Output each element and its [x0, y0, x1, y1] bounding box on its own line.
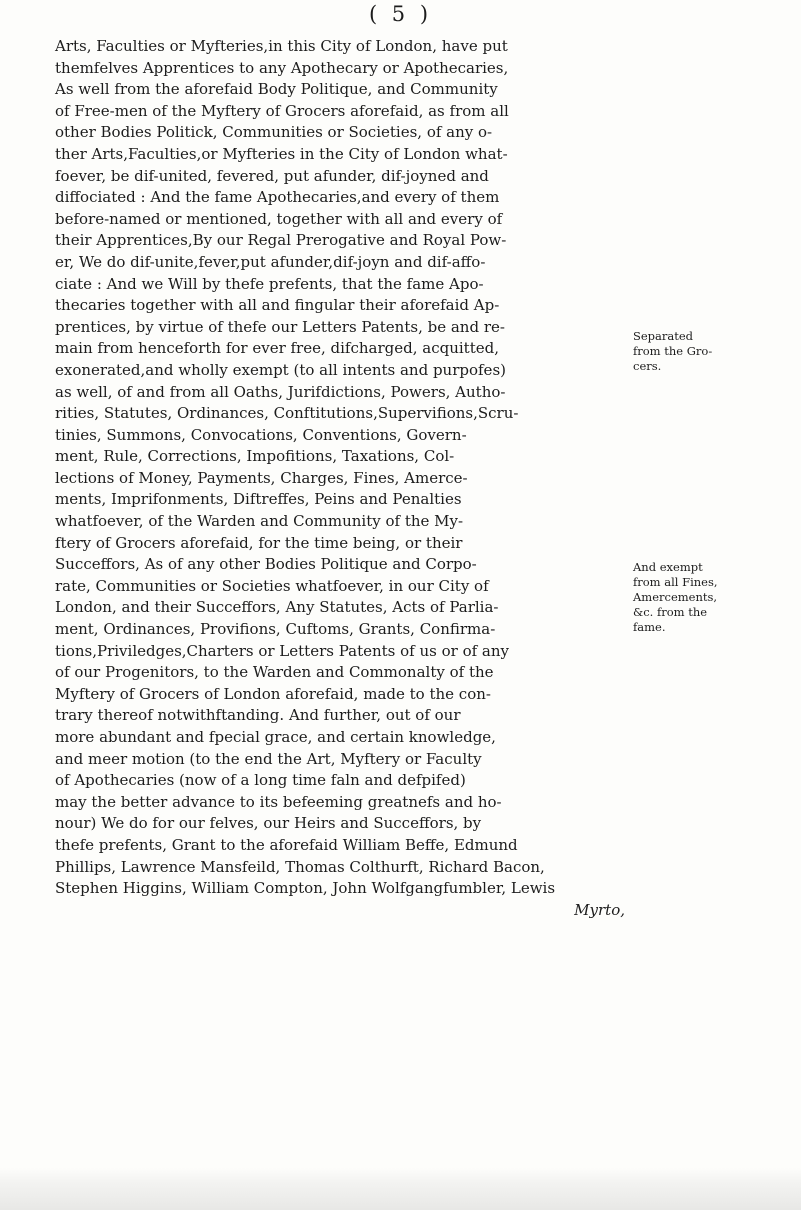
margin-note-line: Separated — [633, 329, 694, 343]
text-line: main from henceforth for ever free, difcharged, acquitted, — [55, 339, 499, 358]
text-line: er, We do dif-unite,fever,put afunder,dif-joyn and dif-affo- — [55, 252, 486, 271]
text-line: Arts, Faculties or Myfteries,in this City of London, have put — [55, 37, 508, 55]
text-line: Succeffors, As of any other Bodies Politique and Corpo- — [55, 555, 477, 574]
text-line: rate, Communities or Societies whatfoever, in our City of — [55, 576, 489, 595]
text-line: whatfoever, of the Warden and Community of the My- — [55, 512, 464, 531]
text-line: exonerated,and wholly exempt (to all intents and purpofes) — [55, 360, 506, 379]
text-line: prentices, by virtue of thefe our Letters Patents, be and re- — [55, 317, 505, 336]
text-line: thecaries together with all and fingular their aforefaid Ap- — [55, 296, 500, 315]
catchword: Myrto, — [574, 900, 625, 919]
margin-note-line: And exempt — [633, 560, 703, 574]
text-line: ther Arts,Faculties,or Myfteries in the City of London what- — [55, 144, 508, 163]
page-number: ( 5 ) — [368, 2, 433, 26]
text-line: ments, Imprifonments, Diftreffes, Peins and Penalties — [55, 490, 462, 509]
text-line: may the better advance to its befeeming greatnefs and ho- — [55, 792, 502, 811]
text-line: ciate : And we Will by thefe prefents, that the fame Apo- — [55, 274, 484, 293]
text-line: Phillips, Lawrence Mansfeild, Thomas Colthurft, Richard Bacon, — [55, 857, 545, 876]
text-line: of Apothecaries (now of a long time faln and defpifed) — [55, 771, 466, 790]
margin-note-line: from all Fines, — [633, 575, 718, 589]
scan-shadow — [0, 1168, 801, 1210]
margin-note-line: from the Gro- — [633, 344, 713, 358]
text-line: and meer motion (to the end the Art, Myftery or Faculty — [55, 749, 482, 768]
text-line: of our Progenitors, to the Warden and Commonalty of the — [55, 663, 494, 682]
text-line: other Bodies Politick, Communities or Societies, of any o- — [55, 123, 493, 142]
margin-note-separated — [633, 329, 793, 374]
text-line: themfelves Apprentices to any Apothecary or Apothecaries, — [55, 58, 509, 77]
text-line: trary thereof notwithftanding. And further, out of our — [55, 706, 461, 725]
text-line: ftery of Grocers aforefaid, for the time being, or their — [55, 533, 463, 552]
text-line: Stephen Higgins, William Compton, John Wolfgangfumbler, Lewis — [55, 879, 556, 898]
text-line: of Free-men of the Myftery of Grocers aforefaid, as from all — [55, 101, 509, 120]
text-line: thefe prefents, Grant to the aforefaid William Beffe, Edmund — [55, 835, 518, 854]
text-line: tions,Priviledges,Charters or Letters Patents of us or of any — [55, 641, 509, 660]
text-line: their Apprentices,By our Regal Prerogative and Royal Pow- — [55, 231, 507, 250]
margin-note-line: fame. — [633, 620, 666, 634]
text-line: as well, of and from all Oaths, Jurifdictions, Powers, Autho- — [55, 382, 506, 401]
margin-note-exempt — [633, 560, 793, 635]
margin-note-line: &c. from the — [633, 605, 708, 619]
text-line: As well from the aforefaid Body Politique, and Community — [55, 80, 498, 99]
text-line: ment, Rule, Corrections, Impofitions, Taxations, Col- — [55, 447, 455, 466]
text-line: Myftery of Grocers of London aforefaid, made to the con- — [55, 684, 491, 703]
margin-note-line: Amercements, — [633, 590, 718, 604]
text-line: foever, be dif-united, fevered, put afunder, dif-joyned and — [55, 166, 489, 185]
text-line: ment, Ordinances, Provifions, Cuftoms, Grants, Confirma- — [55, 620, 496, 639]
body-text — [55, 36, 625, 921]
text-line: before-named or mentioned, together with all and every of — [55, 209, 503, 228]
text-line: more abundant and fpecial grace, and certain knowledge, — [55, 728, 496, 746]
text-line: tinies, Summons, Convocations, Conventions, Govern- — [55, 425, 467, 444]
text-line: London, and their Succeffors, Any Statutes, Acts of Parlia- — [55, 598, 499, 617]
text-line: nour) We do for our felves, our Heirs and Succeffors, by — [55, 814, 482, 833]
text-line: diffociated : And the fame Apothecaries,and every of them — [55, 188, 500, 207]
text-line: rities, Statutes, Ordinances, Conftitutions,Supervifions,Scru- — [55, 404, 519, 423]
text-line: lections of Money, Payments, Charges, Fines, Amerce- — [55, 468, 468, 487]
margin-note-line: cers. — [633, 359, 662, 373]
